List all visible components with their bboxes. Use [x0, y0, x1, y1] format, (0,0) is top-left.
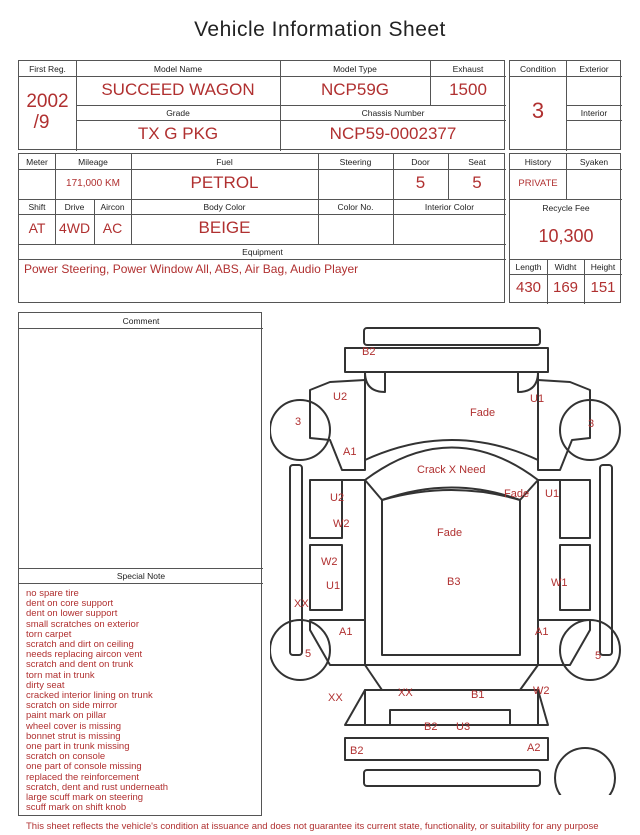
door-value: 5: [415, 173, 426, 192]
first-reg-year: 2002: [26, 91, 69, 112]
shift-value: AT: [28, 220, 46, 236]
damage-mark: XX: [398, 687, 413, 699]
damage-mark: W1: [551, 577, 568, 589]
list-item: dent on core support: [26, 598, 114, 610]
drive-label: Drive: [64, 202, 85, 212]
damage-mark: A1: [339, 626, 353, 638]
special-note-label: Special Note: [116, 571, 166, 581]
damage-mark: XX: [294, 598, 309, 610]
height-value: 151: [590, 279, 616, 296]
model-name-value: SUCCEED WAGON: [101, 80, 255, 99]
damage-mark: U2: [330, 492, 345, 504]
color-no-label: Color No.: [337, 202, 374, 212]
model-type-label: Model Type: [333, 64, 377, 74]
special-note-list: [26, 589, 168, 813]
damage-mark: 5: [305, 648, 312, 660]
damage-mark: B1: [471, 689, 485, 701]
body-color-value: BEIGE: [198, 218, 251, 237]
drive-value: 4WD: [58, 220, 91, 236]
condition-value: 3: [531, 98, 545, 123]
list-item: one part in trunk missing: [26, 741, 130, 753]
damage-mark: Crack X Need: [417, 464, 486, 476]
steering-label: Steering: [339, 157, 372, 167]
damage-mark: B2: [362, 346, 376, 358]
front-right-fender: [538, 380, 590, 470]
list-item: cracked interior lining on trunk: [26, 690, 153, 702]
list-item: scratch and dirt on ceiling: [26, 639, 134, 651]
list-item: large scuff mark on steering: [26, 792, 144, 804]
list-item: dent on lower support: [26, 608, 118, 620]
aircon-value: AC: [102, 220, 123, 236]
damage-mark: U1: [326, 580, 341, 592]
page-title: Vehicle Information Sheet: [194, 18, 446, 41]
width-label: Widht: [554, 262, 577, 272]
rear-bumper: [345, 738, 548, 760]
comment-box: [18, 312, 262, 816]
disclaimer-footer: This sheet reflects the vehicle's condition at issuance and does not guarantee its current state, functionality, or suitability for any purpose: [26, 821, 599, 832]
aircon-label: Aircon: [100, 202, 125, 212]
damage-mark: W2: [321, 556, 338, 568]
body-color-label: Body Color: [203, 202, 246, 212]
fuel-label: Fuel: [216, 157, 233, 167]
exterior-label: Exterior: [579, 64, 609, 74]
roof: [382, 490, 520, 655]
damage-mark: U3: [456, 721, 471, 733]
list-item: scratch and dent on trunk: [26, 659, 134, 671]
list-item: scuff mark on shift knob: [26, 802, 127, 814]
mileage-value: 171,000 KM: [66, 178, 120, 189]
equipment-value: Power Steering, Power Window All, ABS, Air Bag, Audio Player: [24, 262, 359, 276]
list-item: replaced the reinforcement: [26, 771, 140, 783]
damage-mark: A2: [527, 742, 541, 754]
width-value: 169: [552, 279, 579, 296]
history-table: [509, 153, 621, 303]
first-reg-month: /9: [33, 112, 50, 133]
syaken-label: Syaken: [579, 157, 609, 167]
damage-mark: U2: [333, 391, 348, 403]
list-item: scratch on side mirror: [26, 700, 118, 712]
specs-table: [18, 153, 505, 303]
exhaust-label: Exhaust: [452, 64, 484, 74]
tire-front-left: [270, 400, 330, 460]
condition-label: Condition: [520, 64, 556, 74]
damage-mark: Fade: [470, 407, 496, 419]
damage-mark: Fade: [437, 527, 463, 539]
damage-mark: Fade: [504, 488, 530, 500]
list-item: torn carpet: [26, 628, 72, 640]
damage-mark: B2: [424, 721, 438, 733]
chassis-number-value: NCP59-0002377: [329, 124, 457, 143]
damage-mark: A1: [343, 446, 357, 458]
left-side-rear-door: [310, 545, 342, 610]
meter-label: Meter: [26, 157, 48, 167]
list-item: scratch on console: [26, 751, 106, 763]
list-item: bonnet strut is missing: [26, 730, 121, 742]
damage-mark: 3: [295, 416, 302, 428]
front-bumper-bar: [364, 328, 540, 345]
list-item: scratch, dent and rust underneath: [26, 781, 169, 793]
history-label: History: [524, 157, 552, 167]
rear-bumper-bar: [364, 770, 540, 786]
list-item: needs replacing aircon vent: [26, 649, 143, 661]
interior-label: Interior: [580, 108, 608, 118]
grade-label: Grade: [166, 108, 190, 118]
recycle-fee-value: 10,300: [538, 226, 594, 246]
damage-mark: U1: [545, 488, 560, 500]
chassis-number-label: Chassis Number: [361, 108, 425, 118]
damage-mark: B2: [350, 745, 364, 757]
list-item: dirty seat: [26, 679, 65, 691]
damage-mark: B3: [447, 576, 461, 588]
seat-label: Seat: [468, 157, 486, 167]
damage-mark: W2: [533, 685, 550, 697]
damage-mark: W2: [333, 518, 350, 530]
equipment-label: Equipment: [242, 247, 283, 257]
damage-mark: 3: [588, 418, 595, 430]
comment-label: Comment: [122, 316, 160, 326]
condition-table: [509, 60, 621, 150]
list-item: no spare tire: [26, 588, 79, 599]
rear-window: [365, 665, 538, 690]
damage-mark: A1: [535, 626, 549, 638]
exhaust-value: 1500: [449, 80, 487, 99]
model-name-label: Model Name: [153, 64, 203, 74]
damage-mark: 5: [595, 650, 602, 662]
shift-label: Shift: [28, 202, 46, 212]
first-reg-label: First Reg.: [29, 64, 66, 74]
history-value: PRIVATE: [518, 178, 558, 189]
damage-mark: U1: [530, 393, 545, 405]
list-item: torn mat in trunk: [26, 669, 95, 681]
list-item: wheel cover is missing: [26, 720, 122, 732]
model-type-value: NCP59G: [320, 80, 390, 99]
height-label: Height: [590, 262, 616, 272]
recycle-fee-label: Recycle Fee: [542, 203, 590, 213]
mileage-label: Mileage: [78, 157, 108, 167]
vehicle-info-table: [18, 60, 505, 150]
list-item: one part of console missing: [26, 761, 142, 773]
fuel-value: PETROL: [190, 173, 259, 192]
seat-value: 5: [472, 173, 482, 192]
grade-value: TX G PKG: [137, 124, 219, 143]
damage-mark: XX: [328, 692, 343, 704]
length-label: Length: [515, 262, 542, 272]
list-item: small scratches on exterior: [26, 618, 139, 630]
length-value: 430: [515, 279, 542, 296]
tire-spare: [555, 748, 615, 795]
interior-color-label: Interior Color: [424, 202, 475, 212]
door-label: Door: [411, 157, 430, 167]
right-side-front-door: [560, 480, 590, 538]
list-item: paint mark on pillar: [26, 710, 107, 722]
